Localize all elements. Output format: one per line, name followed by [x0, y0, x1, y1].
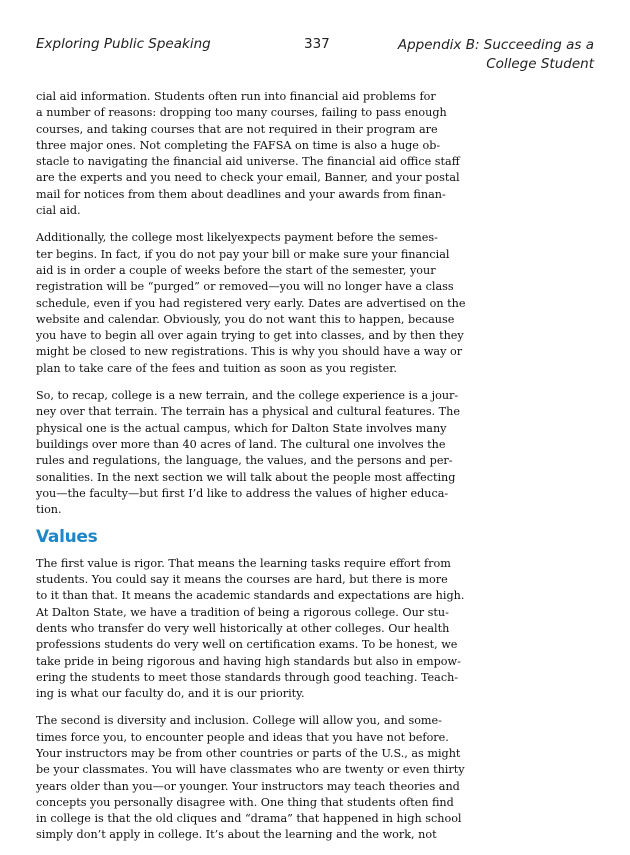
text-line: rules and regulations, the language, the values, and the persons and per-: [36, 454, 453, 468]
paragraph: [36, 556, 465, 703]
text-line: tion.: [36, 503, 62, 517]
text-line: website and calendar. Obviously, you do not want this to happen, because: [36, 312, 455, 326]
text-line: years older than you—or younger. Your instructors may teach theories and: [36, 779, 460, 793]
text-line: ering the students to meet those standards through good teaching. Teach-: [36, 670, 459, 684]
text-line: registration will be “purged” or removed—you will no longer have a class: [36, 280, 454, 294]
text-line: you—the faculty—but first I’d like to address the values of higher educa-: [36, 486, 449, 500]
text-line: dents who transfer do very well historically at other colleges. Our health: [36, 621, 450, 635]
text-line: take pride in being rigorous and having high standards but also in empow-: [36, 654, 461, 668]
text-line: Additionally, the college most likelyexpects payment before the semes-: [36, 231, 438, 245]
text-line: three major ones. Not completing the FAFSA on time is also a huge ob-: [36, 138, 441, 152]
text-line: times force you, to encounter people and ideas that you have not before.: [36, 730, 449, 744]
text-line: mail for notices from them about deadlines and your awards from finan-: [36, 187, 446, 201]
text-line: in college is that the old cliques and “drama” that happened in high school: [36, 812, 462, 826]
body-text: [36, 89, 466, 855]
text-line: ter begins. In fact, if you do not pay your bill or make sure your financial: [36, 247, 450, 261]
text-line: to it than that. It means the academic standards and expectations are high.: [36, 589, 465, 603]
text-line: aid is in order a couple of weeks before the start of the semester, your: [36, 263, 436, 277]
paragraph: [36, 230, 466, 377]
text-line: courses, and taking courses that are not required in their program are: [36, 122, 438, 136]
page-number: 337: [304, 36, 330, 52]
text-line: concepts you personally disagree with. One thing that students often find: [36, 795, 454, 809]
text-line: simply don’t apply in college. It’s about the learning and the work, not: [36, 828, 437, 842]
text-line: buildings over more than 40 acres of land. The cultural one involves the: [36, 437, 446, 451]
text-line: schedule, even if you had registered very early. Dates are advertised on the: [36, 296, 466, 310]
section-paragraph-group: [36, 556, 465, 844]
text-line: plan to take care of the fees and tuition as soon as you register.: [36, 361, 397, 375]
text-line: physical one is the actual campus, which for Dalton State involves many: [36, 421, 447, 435]
chapter-title-line2: College Student: [486, 56, 594, 72]
paragraph: [36, 89, 460, 219]
text-line: The first value is rigor. That means the learning tasks require effort from: [36, 556, 451, 570]
text-line: The second is diversity and inclusion. College will allow you, and some-: [36, 714, 442, 728]
text-line: sonalities. In the next section we will talk about the people most affecting: [36, 470, 456, 484]
text-line: are the experts and you need to check your email, Banner, and your postal: [36, 171, 460, 185]
paragraph-group: [36, 89, 466, 518]
text-line: ney over that terrain. The terrain has a physical and cultural features. The: [36, 405, 460, 419]
text-line: ing is what our faculty do, and it is our priority.: [36, 687, 305, 701]
paragraph: [36, 388, 460, 518]
paragraph: [36, 713, 465, 843]
text-line: be your classmates. You will have classmates who are twenty or even thirty: [36, 763, 465, 777]
text-line: students. You could say it means the courses are hard, but there is more: [36, 573, 448, 587]
text-line: a number of reasons: dropping too many courses, failing to pass enough: [36, 106, 447, 120]
text-line: professions students do very well on certification exams. To be honest, we: [36, 638, 458, 652]
book-title: Exploring Public Speaking: [36, 36, 211, 52]
text-line: So, to recap, college is a new terrain, and the college experience is a jour-: [36, 389, 459, 403]
text-line: cial aid.: [36, 204, 81, 218]
text-line: Your instructors may be from other countries or parts of the U.S., as might: [36, 746, 461, 760]
text-line: might be closed to new registrations. This is why you should have a way or: [36, 345, 463, 359]
text-line: you have to begin all over again trying to get into classes, and by then they: [36, 329, 464, 343]
text-line: At Dalton State, we have a tradition of being a rigorous college. Our stu-: [36, 605, 449, 619]
chapter-title: [398, 36, 594, 74]
text-line: cial aid information. Students often run into financial aid problems for: [36, 90, 436, 103]
chapter-title-line1: Appendix B: Succeeding as a: [397, 37, 594, 53]
text-line: stacle to navigating the financial aid universe. The financial aid office staff: [36, 155, 460, 169]
section-heading: Values: [36, 527, 98, 548]
